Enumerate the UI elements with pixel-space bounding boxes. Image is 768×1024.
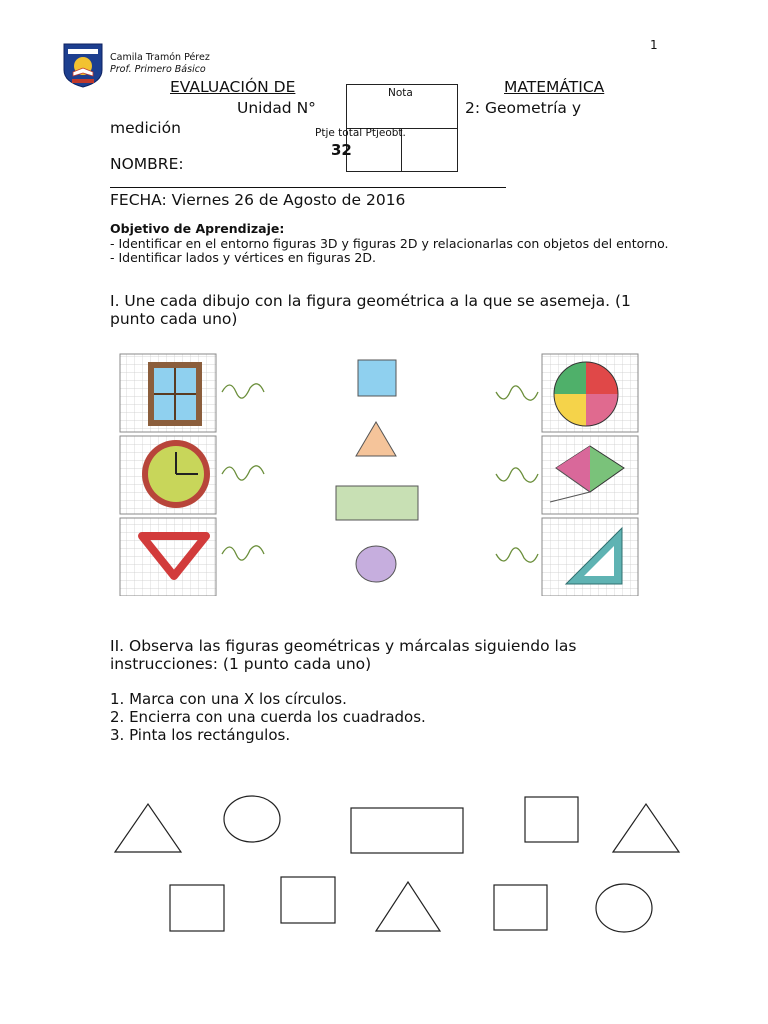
objectives-heading: Objetivo de Aprendizaje:: [110, 221, 285, 236]
card-ball: [542, 354, 638, 432]
shape-circle[interactable]: [356, 546, 396, 582]
section2-title: II. Observa las figuras geométricas y márcalas siguiendo las instrucciones: (1 punto cada uno): [110, 637, 577, 673]
objective-2: - Identificar lados y vértices en figuras 2D.: [110, 250, 376, 265]
card-window: [120, 354, 216, 432]
title-evaluacion: EVALUACIÓN DE: [170, 78, 296, 96]
school-logo: [62, 42, 104, 88]
row2-triangle[interactable]: [376, 882, 440, 931]
shape-triangle[interactable]: [356, 422, 396, 456]
author-block: [110, 52, 210, 76]
row2-circle[interactable]: [596, 884, 652, 932]
shape-rectangle[interactable]: [336, 486, 418, 520]
row2-square-2[interactable]: [281, 877, 335, 923]
unit-topic: 2: Geometría y: [465, 99, 582, 117]
row1-triangle-1[interactable]: [115, 804, 181, 852]
shape-square[interactable]: [358, 360, 396, 396]
grade-box: [315, 84, 458, 172]
row1-triangle-2[interactable]: [613, 804, 679, 852]
fecha: FECHA: Viernes 26 de Agosto de 2016: [110, 191, 406, 209]
left-strings: [222, 384, 264, 560]
unit-label: Unidad N°: [237, 99, 316, 117]
card-set-square: [542, 518, 638, 596]
author-role: Prof. Primero Básico: [110, 64, 206, 75]
ptje-total: 32: [331, 141, 352, 159]
objective-1: - Identificar en el entorno figuras 3D y figuras 2D y relacionarlas con objetos del entorno.: [110, 235, 669, 251]
row1-circle[interactable]: [224, 796, 280, 842]
right-strings: [496, 386, 538, 562]
nombre-label: NOMBRE:: [110, 155, 184, 173]
section1-title: I. Une cada dibujo con la figura geométrica a la que se asemeja. (1 punto cada uno): [110, 292, 631, 328]
name-line[interactable]: [110, 187, 506, 188]
row1-rectangle[interactable]: [351, 808, 463, 853]
page-number: 1: [650, 38, 658, 52]
unit-topic-cont: medición: [110, 119, 181, 137]
instruction-2: 2. Encierra con una cuerda los cuadrados.: [110, 708, 426, 726]
row2-square-3[interactable]: [494, 885, 547, 930]
matching-illustration: [110, 348, 650, 596]
objectives: [110, 222, 670, 266]
title-matematica: MATEMÁTICA: [504, 78, 605, 96]
instruction-1: 1. Marca con una X los círculos.: [110, 690, 347, 708]
shapes-grid: [100, 790, 700, 940]
row1-square[interactable]: [525, 797, 578, 842]
instruction-3: 3. Pinta los rectángulos.: [110, 726, 291, 744]
card-clock: [120, 436, 216, 514]
author-name: Camila Tramón Pérez: [110, 52, 210, 63]
nota-label: Nota: [388, 87, 413, 99]
card-kite: [542, 436, 638, 514]
row2-square-1[interactable]: [170, 885, 224, 931]
card-triangle-sign: [120, 518, 216, 596]
ptje-label: Ptje total Ptjeobt.: [315, 127, 406, 139]
